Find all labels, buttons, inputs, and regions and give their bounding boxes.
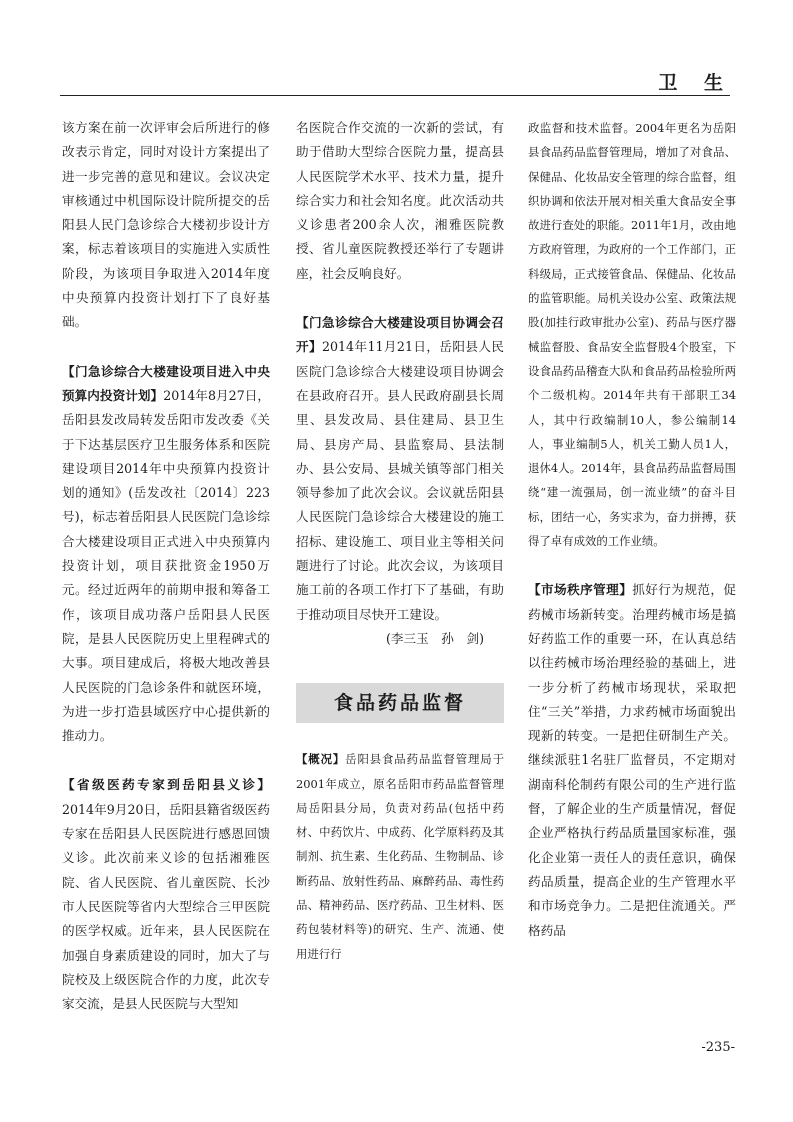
column1-intro-paragraph: 该方案在前一次评审会后所进行的修改表示肯定，同时对设计方案提出了进一步完善的意见和建议。会议决定审核通过中机国际设计院所提交的岳阳县人民门急诊综合大楼初步设计方案，标志着该项目的实施进入实质性阶段，为该项目争取进入2014年度中央预算内投资计划打下了良好基础。 xyxy=(62,120,270,330)
entry-body: 抓好行为规范，促药械市场新转变。治理药械市场是搞好药监工作的重要一环，在认真总结以往药械市场治理经验的基础上，进一步分析了药械市场现状，采取把住“三关”举措，力求药械市场面貌出现新的转变。一是把住研制生产关。继续派驻1名驻厂监督员，不定期对湖南科伦制药有限公司的生产进行监督，了解企业的生产质量情况，督促企业严格执行药品质量国家标准，强化企业第一责任人的责任意识，确保药品质量，提高企业的生产管理水平和市场竞争力。二是把住流通关。严格药品 xyxy=(528,582,737,938)
column-3 xyxy=(528,116,736,943)
entry-outpatient-building-budget xyxy=(62,360,270,749)
entry-body: 岳阳县食品药品监督管理局于2001年成立，原名岳阳市药品监督管理局岳阳县分局，负责对药品(包括中药材、中药饮片、中成药、化学原料药及其制剂、抗生素、生化药品、生物制品、诊断药品、放射性药品、麻醉药品、毒性药品、精神药品、医疗药品、卫生材料、医药包装材料等)的研究、生产、流通、使用进行行 xyxy=(296,752,504,961)
entry-heading: 【概况】 xyxy=(296,752,346,767)
column2-intro-paragraph: 名医院合作交流的一次新的尝试，有助于借助大型综合医院力量，提高县人民医院学术水平、技术力量，提升综合实力和社会知名度。此次活动共义诊患者200余人次，湘雅医院教授、省儿童医院教授还举行了专题讲座，社会反响良好。 xyxy=(296,120,504,281)
author-credit: (李三玉 孙 剑) xyxy=(386,630,484,646)
page-number: -235- xyxy=(701,1040,735,1055)
entry-heading: 【市场秩序管理】 xyxy=(528,582,633,598)
header-rule xyxy=(60,95,730,96)
entry-heading: 【门急诊综合大楼建设项目协调会召开】 xyxy=(296,315,504,355)
entry-coordination-meeting xyxy=(296,311,504,651)
entry-heading: 【省级医药专家到岳阳县义诊】 xyxy=(62,777,270,793)
entry-overview xyxy=(296,747,504,966)
column3-intro-paragraph: 政监督和技术监督。2004年更名为岳阳县食品药品监督管理局，增加了对食品、保健品、化妆品安全管理的综合监督，组织协调和依法开展对相关重大食品安全事故进行查处的职能。2011年1月，改由地方政府管理，为政府的一个工作部门，正科级局，正式接管食品、保健品、化妆品的监管职能。局机关设办公室、政策法规股(加挂行政审批办公室)、药品与医疗器械监督股、食品安全监督股4个股室，下设食品药品稽查大队和食品药品检验所两个二级机构。2014年共有干部职工34人，其中行政编制10人，参公编制14人，事业编制5人，机关工勤人员1人，退休4人。2014年，县食品药品监督局围绕“建一流强局，创一流业绩”的奋斗目标，团结一心，务实求为，奋力拼搏，获得了卓有成效的工作业绩。 xyxy=(528,121,736,549)
section-header-title: 卫 生 xyxy=(658,72,733,94)
entry-body: 2014年9月20日，岳阳县籍省级医药专家在岳阳县人民医院进行感恩回馈义诊。此次前来义诊的包括湘雅医院、省人民医院、省儿童医院、长沙市人民医院等省内大型综合三甲医院的医学权威。近年来，县人民医院在加强自身素质建设的同时，加大了与院校及上级医院合作的力度，此次专家交流，是县人民医院与大型知 xyxy=(62,801,270,1012)
section-banner-food-drug-supervision: 食品药品监督 xyxy=(296,683,504,723)
entry-provincial-experts-clinic xyxy=(62,773,270,1016)
entry-market-order-management xyxy=(528,578,736,942)
entry-heading: 【门急诊综合大楼建设项目进入中央预算内投资计划】 xyxy=(62,363,270,403)
column-2 xyxy=(296,116,504,966)
entry-body: 2014年11月21日，岳阳县人民医院门急诊综合大楼建设项目协调会在县政府召开。县人民政府副县长周里、县发改局、县住建局、县卫生局、县房产局、县监察局、县法制办、县公安局、县城关镇等部门相关领导参加了此次会议。会议就岳阳县人民医院门急诊综合大楼建设的施工招标、建设施工、项目业主等相关问题进行了讨论。此次会议，为该项目施工前的各项工作打下了基础，有助于推动项目尽快开工建设。 xyxy=(296,339,504,622)
entry-body: 2014年8月27日，岳阳县发改局转发岳阳市发改委《关于下达基层医疗卫生服务体系和医院建设项目2014年中央预算内投资计划的通知》(岳发改社〔2014〕223号)，标志着岳阳县人民医院门急诊综合大楼建设项目正式进入中央预算内投资计划，项目获批资金1950万元。经过近两年的前期申报和筹备工作，该项目成功落户岳阳县人民医院，是县人民医院历史上里程碑式的大事。项目建成后，将极大地改善县人民医院的门急诊条件和就医环境，为进一步打造县域医疗中心提供新的推动力。 xyxy=(62,387,271,744)
column-1 xyxy=(62,116,270,1016)
